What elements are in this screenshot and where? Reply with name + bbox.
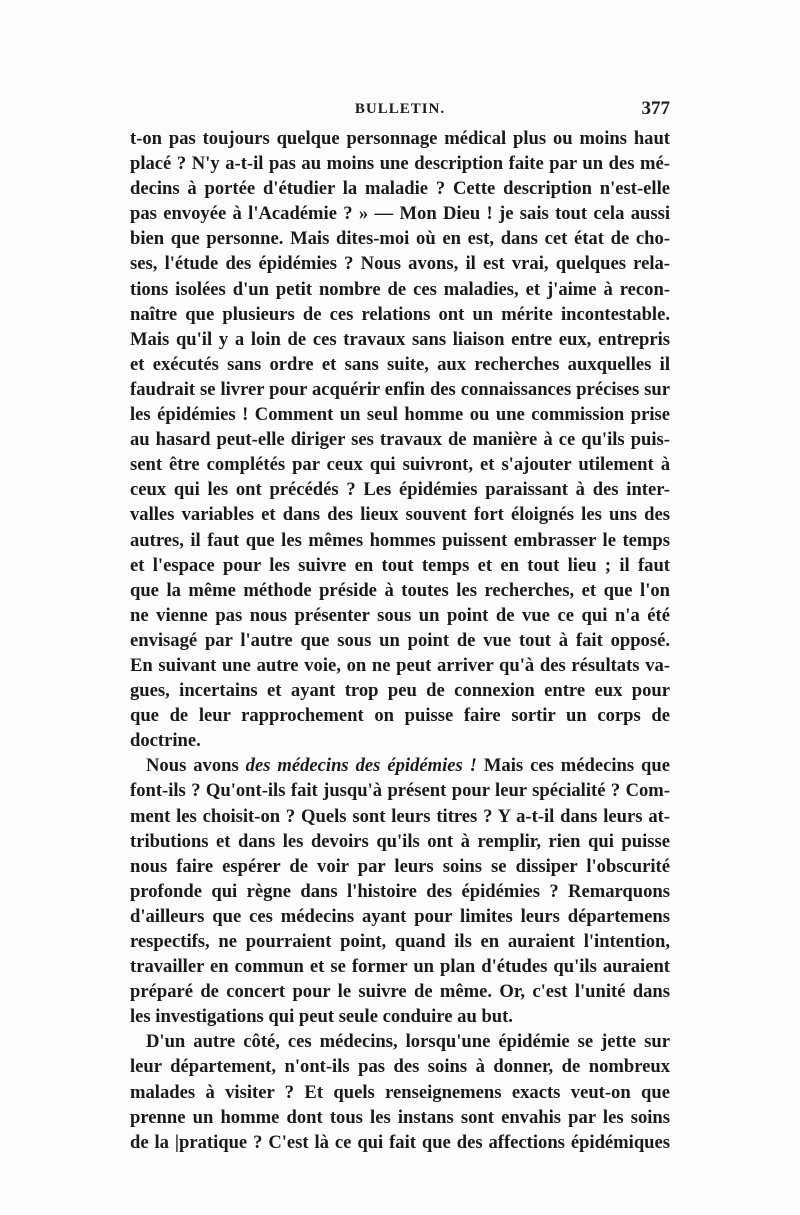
text-line: naître que plusieurs de ces relations ont un mérite incontestable. xyxy=(130,303,670,325)
text-line: travailler en commun et se former un plan d'études qu'ils auraient xyxy=(130,956,670,978)
text-line: pas envoyée à l'Académie ? » — Mon Dieu ! je sais tout cela aussi xyxy=(130,203,670,225)
paragraph-3 xyxy=(130,1029,670,1154)
text-line: et l'espace pour les suivre en tout temps et en tout lieu ; il faut xyxy=(130,554,670,576)
text-line: doctrine. xyxy=(130,730,201,752)
text-segment: Nous avons xyxy=(146,755,246,777)
text-line: font-ils ? Qu'ont-ils fait jusqu'à présent pour leur spécialité ? Com- xyxy=(130,780,670,802)
text-line: respectifs, ne pourraient point, quand ils en auraient l'intention, xyxy=(130,931,670,952)
text-line: leur département, n'ont-ils pas des soins à donner, de nombreux xyxy=(130,1056,670,1078)
body-text xyxy=(130,126,670,1155)
text-line: prenne un homme dont tous les instans sont envahis par les soins xyxy=(130,1106,670,1128)
text-line: Mais qu'il y a loin de ces travaux sans liaison entre eux, entrepris xyxy=(130,328,670,350)
text-line: t-on pas toujours quelque personnage médical plus ou moins haut xyxy=(130,128,670,149)
text-line: En suivant une autre voie, on ne peut arriver qu'à des résultats va- xyxy=(130,654,670,676)
text-line: faudrait se livrer pour acquérir enfin des connaissances précises sur xyxy=(130,378,670,400)
text-line: tributions et dans les devoirs qu'ils ont à remplir, rien qui puisse xyxy=(130,830,670,852)
running-title: BULLETIN. xyxy=(354,101,446,117)
text-line: envisagé par l'autre que sous un point de vue tout à fait opposé. xyxy=(130,629,670,651)
text-line: tions isolées d'un petit nombre de ces maladies, et j'aime à recon- xyxy=(130,278,670,300)
text-line: au hasard peut-elle diriger ses travaux de manière à ce qu'ils puis- xyxy=(130,429,670,451)
text-line: D'un autre côté, ces médecins, lorsqu'une épidémie se jette sur xyxy=(146,1031,670,1053)
text-line: de la |pratique ? C'est là ce qui fait que des affections épidémiques xyxy=(130,1131,670,1153)
text-line: ment les choisit-on ? Quels sont leurs titres ? Y a-t-il dans leurs at- xyxy=(130,805,670,827)
text-line: et exécutés sans ordre et sans suite, aux recherches auxquelles il xyxy=(130,353,670,375)
text-line: les investigations qui peut seule conduire au but. xyxy=(130,1006,513,1028)
paragraph-1 xyxy=(130,126,670,753)
emphasized-text: des médecins des épidémies ! xyxy=(245,755,477,777)
text-line: d'ailleurs que ces médecins ayant pour limites leurs départemens xyxy=(130,905,670,927)
text-segment: Mais ces médecins que xyxy=(476,755,670,777)
text-line: préparé de concert pour le suivre de même. Or, c'est l'unité dans xyxy=(130,981,670,1003)
text-line: ne vienne pas nous présenter sous un point de vue ce qui n'a été xyxy=(130,604,670,626)
paragraph-2 xyxy=(130,753,670,1029)
text-line: que la même méthode préside à toutes les recherches, et que l'on xyxy=(130,579,670,601)
text-line: nous faire espérer de voir par leurs soins se dissiper l'obscurité xyxy=(130,855,670,877)
text-line: gues, incertains et ayant trop peu de connexion entre eux pour xyxy=(130,680,670,702)
text-line: valles variables et dans des lieux souvent fort éloignés les uns des xyxy=(130,504,670,526)
page-number: 377 xyxy=(641,98,670,119)
text-line xyxy=(130,753,670,778)
text-line: placé ? N'y a-t-il pas au moins une description faite par un des mé- xyxy=(130,153,670,175)
running-head xyxy=(130,98,670,122)
text-line: ceux qui les ont précédés ? Les épidémies paraissant à des inter- xyxy=(130,479,670,501)
text-line: sent être complétés par ceux qui suivront, et s'ajouter utilement à xyxy=(130,454,670,476)
text-line: bien que personne. Mais dites-moi où en est, dans cet état de cho- xyxy=(130,228,670,250)
text-line: ses, l'étude des épidémies ? Nous avons, il est vrai, quelques rela- xyxy=(130,253,670,275)
text-line: malades à visiter ? Et quels renseignemens exacts veut-on que xyxy=(130,1081,670,1103)
text-line: autres, il faut que les mêmes hommes puissent embrasser le temps xyxy=(130,529,670,551)
text-line: profonde qui règne dans l'histoire des épidémies ? Remarquons xyxy=(130,880,670,902)
text-line: les épidémies ! Comment un seul homme ou une commission prise xyxy=(130,404,670,426)
text-line: que de leur rapprochement on puisse faire sortir un corps de xyxy=(130,705,670,727)
text-line: decins à portée d'étudier la maladie ? Cette description n'est-elle xyxy=(130,178,670,200)
